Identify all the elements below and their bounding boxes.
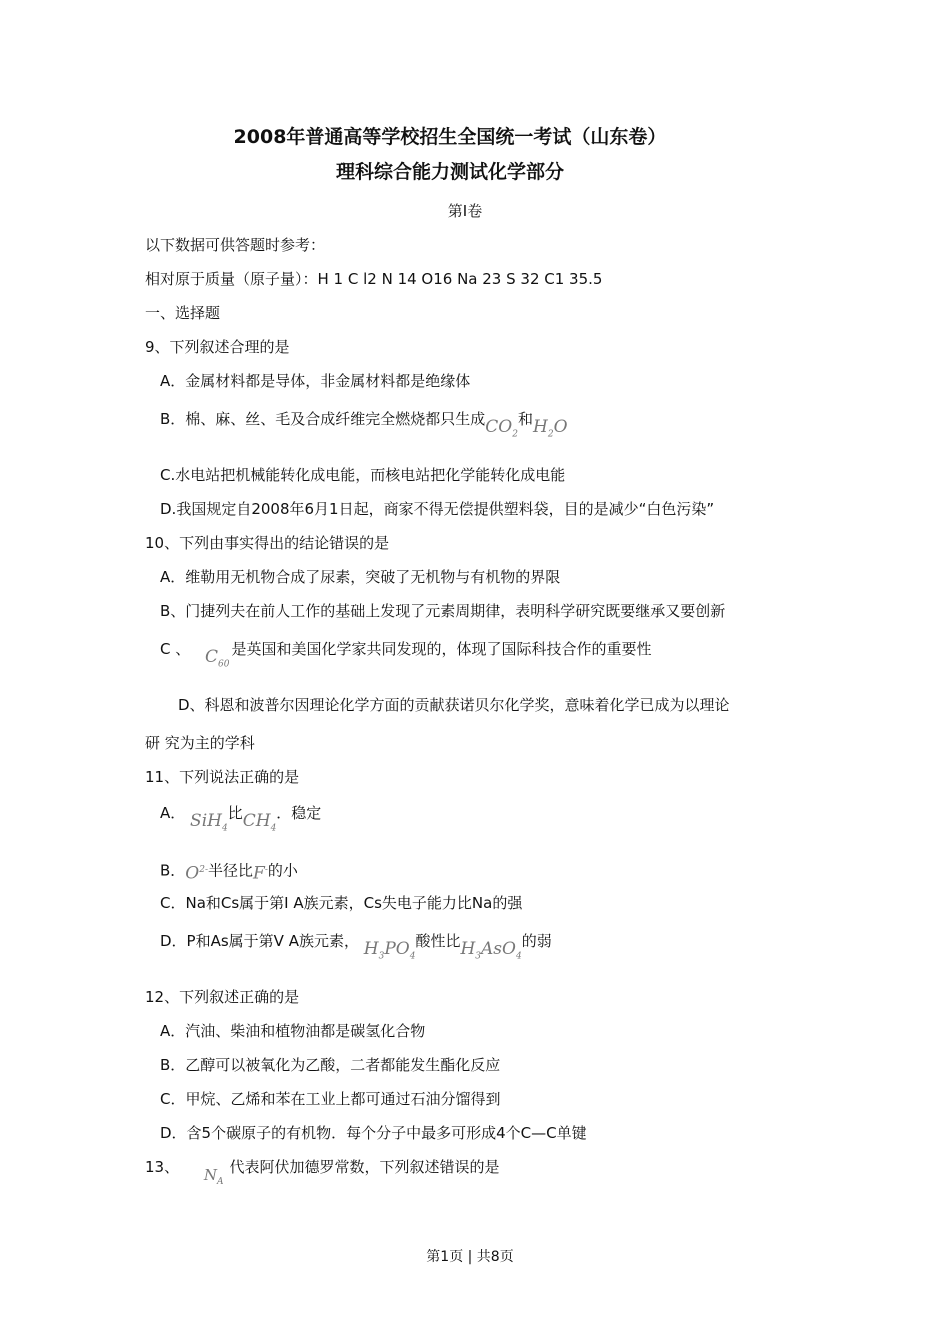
- q11-stem: 11、下列说法正确的是: [145, 768, 300, 786]
- q13-prefix: 13、: [145, 1158, 180, 1176]
- formula-c60: $C_{60}$: [205, 647, 230, 670]
- q12-stem: 12、下列叙述正确的是: [145, 988, 300, 1006]
- formula-h3po4: $H_3PO_4$: [363, 939, 416, 962]
- q11-option-a: [160, 802, 322, 834]
- q11-option-d-mid: 酸性比: [415, 932, 461, 950]
- q11-option-c: C．Na和Cs属于第Ⅰ A族元素，Cs失电子能力比Na的强: [160, 894, 523, 912]
- formula-na: $N_A$: [203, 1166, 224, 1187]
- formula-ch4: $CH_4$: [242, 811, 277, 834]
- formula-o2-ion: $O^{2-}$: [185, 863, 209, 884]
- q9-option-d: D.我国规定自2008年6月1日起，商家不得无偿提供塑料袋，目的是减少“白色污染”: [160, 500, 715, 518]
- q12-option-d: D．含5个碳原子的有机物．每个分子中最多可形成4个C—C单键: [160, 1124, 587, 1142]
- q11-option-d: [160, 930, 552, 962]
- formula-co2: $CO_2$: [485, 417, 518, 440]
- q11-option-d-prefix: D．P和As属于第Ⅴ A族元素，: [160, 932, 359, 950]
- q11-option-a-suffix: ．稳定: [276, 804, 322, 822]
- q9-option-b: [160, 408, 568, 440]
- q11-option-b-mid: 半径比: [208, 861, 254, 880]
- q13-stem: [145, 1156, 500, 1185]
- q12-option-b: B．乙醇可以被氧化为乙酸，二者都能发生酯化反应: [160, 1056, 501, 1074]
- reference-intro: 以下数据可供答题时参考：: [145, 236, 326, 254]
- q12-option-a: A．汽油、柴油和植物油都是碳氢化合物: [160, 1022, 426, 1040]
- q9-option-b-and: 和: [517, 410, 533, 428]
- q10-option-c-text: 是英国和美国化学家共同发现的，体现了国际科技合作的重要性: [231, 640, 652, 658]
- q10-stem: 10、下列由事实得出的结论错误的是: [145, 534, 390, 552]
- q12-option-c: C．甲烷、乙烯和苯在工业上都可通过石油分馏得到: [160, 1090, 501, 1108]
- q13-text: 代表阿伏加德罗常数，下列叙述错误的是: [229, 1158, 500, 1176]
- q10-option-d-line1: D、科恩和波普尔因理论化学方面的贡献获诺贝尔化学奖，意味着化学已成为以理论: [178, 696, 730, 714]
- q10-option-d-line2: 研 究为主的学科: [145, 734, 255, 752]
- q11-option-d-suffix: 的弱: [521, 932, 552, 950]
- q10-option-a: A．维勒用无机物合成了尿素，突破了无机物与有机物的界限: [160, 568, 561, 586]
- q11-option-b-suffix: 的小: [267, 861, 298, 880]
- part-heading: 一、选择题: [145, 304, 221, 322]
- q11-option-a-prefix: A．: [160, 804, 186, 822]
- reference-masses: 相对原于质量（原子量）：H 1 C l2 N 14 O16 Na 23 S 32 C1 35.5: [145, 270, 603, 288]
- formula-sih4: SiH$_4$: [190, 811, 228, 834]
- q9-option-b-text: B．棉、麻、丝、毛及合成纤维完全燃烧都只生成: [160, 410, 486, 428]
- q11-option-b: [160, 856, 298, 882]
- page-footer: 第1页 | 共8页: [426, 1249, 514, 1265]
- q9-option-a: A．金属材料都是导体，非金属材料都是绝缘体: [160, 372, 471, 390]
- section-label: 第Ⅰ卷: [447, 202, 483, 220]
- q9-option-c: C.水电站把机械能转化成电能，而核电站把化学能转化成电能: [160, 466, 566, 484]
- q11-option-b-prefix: B．: [160, 861, 186, 880]
- formula-f-ion: F-: [253, 863, 268, 884]
- exam-title-line1: 2008年普通高等学校招生全国统一考试（山东卷）: [233, 126, 667, 148]
- q10-option-c: [160, 638, 652, 670]
- q10-option-b: B、门捷列夫在前人工作的基础上发现了元素周期律，表明科学研究既要继承又要创新: [160, 602, 726, 620]
- q9-stem: 9、下列叙述合理的是: [145, 338, 290, 356]
- exam-title-line2: 理科综合能力测试化学部分: [335, 161, 564, 183]
- formula-h3aso4: $H_3AsO_4$: [460, 939, 522, 962]
- formula-h2o: $H_2O$: [533, 417, 568, 440]
- q10-option-c-prefix: C 、: [160, 640, 191, 658]
- q11-option-a-mid: 比: [227, 804, 243, 822]
